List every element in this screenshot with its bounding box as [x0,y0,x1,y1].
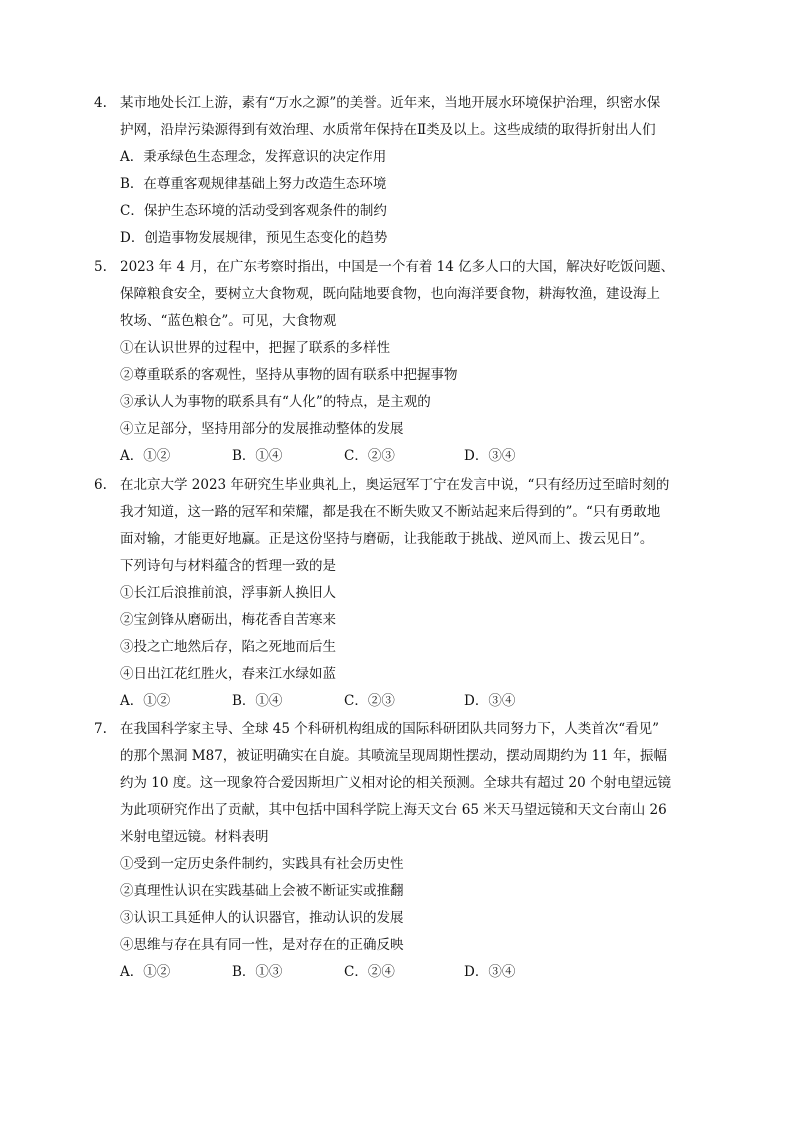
question-number: 4. [94,95,107,111]
question-stem-line: 2023 年 4 月，在广东考察时指出，中国是一个有着 14 亿多人口的大国，解决好吃饭问题、 [120,259,675,275]
question-4 [94,90,694,252]
answer-choice-a[interactable]: A．①② [120,964,171,980]
answer-choice-a[interactable]: A．①② [120,693,171,709]
statement-1: ①受到一定历史条件制约，实践具有社会历史性 [120,856,404,872]
answer-option-d[interactable]: D．创造事物发展规律，预见生态变化的趋势 [120,230,388,246]
answer-choice-a[interactable]: A．①② [120,448,171,464]
question-stem-line: 面对输，才能更好地赢。正是这份坚持与磨砺，让我能敢于挑战、逆风而上、拨云见日”。 [120,531,654,547]
question-stem-line: 的那个黑洞 M87，被证明确实在自旋。其喷流呈现周期性摆动，摆动周期约为 11 年，振幅 [120,748,668,764]
answer-choices [94,688,694,715]
answer-choice-b[interactable]: B．①③ [232,964,283,980]
answer-choice-d[interactable]: D．③④ [464,448,516,464]
question-stem-line: 某市地处长江上游，素有“万水之源”的美誉。近年来，当地开展水环境保护治理，织密水保 [120,95,661,111]
answer-option-a[interactable]: A．秉承绿色生态理念，发挥意识的决定作用 [120,149,387,165]
question-number: 7. [94,721,107,737]
question-stem-line: 我才知道，这一路的冠军和荣耀，都是我在不断失败又不断站起来后得到的”。“只有勇敢地 [120,504,661,520]
statement-3: ③认识工具延伸人的认识器官，推动认识的发展 [120,910,404,926]
question-number: 6. [94,477,107,493]
answer-choices [94,443,694,470]
question-6 [94,472,694,715]
question-stem-line: 护网，沿岸污染源得到有效治理、水质常年保持在Ⅱ类及以上。这些成绩的取得折射出人们 [120,122,656,138]
question-5 [94,254,694,470]
question-stem-line: 约为 10 度。这一现象符合爱因斯坦广义相对论的相关预测。全球共有超过 20 个射电望远镜 [120,775,672,791]
answer-option-c[interactable]: C．保护生态环境的活动受到客观条件的制约 [120,203,387,219]
answer-choice-c[interactable]: C．②③ [344,448,395,464]
answer-choices [94,959,694,986]
statement-2: ②宝剑锋从磨砺出，梅花香自苦寒来 [120,612,336,628]
answer-choice-d[interactable]: D．③④ [464,964,516,980]
question-stem-line: 在北京大学 2023 年研究生毕业典礼上，奥运冠军丁宁在发言中说，“只有经历过至暗时刻的 [120,477,670,493]
statement-3: ③投之亡地然后存，陷之死地而后生 [120,639,336,655]
question-stem-line: 在我国科学家主导、全球 45 个科研机构组成的国际科研团队共同努力下，人类首次“看见” [120,721,660,737]
answer-option-b[interactable]: B．在尊重客观规律基础上努力改造生态环境 [120,176,387,192]
statement-3: ③承认人为事物的联系具有“人化”的特点，是主观的 [120,394,431,410]
question-stem-line: 米射电望远镜。材料表明 [120,829,269,845]
answer-choice-d[interactable]: D．③④ [464,693,516,709]
question-stem-line: 为此项研究作出了贡献，其中包括中国科学院上海天文台 65 米天马望远镜和天文台南山 26 [120,802,667,818]
statement-1: ①长江后浪推前浪，浮事新人换旧人 [120,585,336,601]
statement-1: ①在认识世界的过程中，把握了联系的多样性 [120,340,390,356]
statement-4: ④立足部分，坚持用部分的发展推动整体的发展 [120,421,404,437]
question-stem-line: 下列诗句与材料蕴含的哲理一致的是 [120,558,336,574]
question-7 [94,716,694,986]
question-number: 5. [94,259,107,275]
statement-4: ④思维与存在具有同一性，是对存在的正确反映 [120,937,404,953]
answer-choice-c[interactable]: C．②③ [344,693,395,709]
answer-choice-b[interactable]: B．①④ [232,693,283,709]
statement-4: ④日出江花红胜火，春来江水绿如蓝 [120,666,336,682]
statement-2: ②尊重联系的客观性，坚持从事物的固有联系中把握事物 [120,367,458,383]
question-stem-line: 保障粮食安全，要树立大食物观，既向陆地要食物，也向海洋要食物，耕海牧渔，建设海上 [120,286,660,302]
answer-choice-b[interactable]: B．①④ [232,448,283,464]
statement-2: ②真理性认识在实践基础上会被不断证实或推翻 [120,883,404,899]
answer-choice-c[interactable]: C．②④ [344,964,395,980]
question-stem-line: 牧场、“蓝色粮仓”。可见，大食物观 [120,313,337,329]
